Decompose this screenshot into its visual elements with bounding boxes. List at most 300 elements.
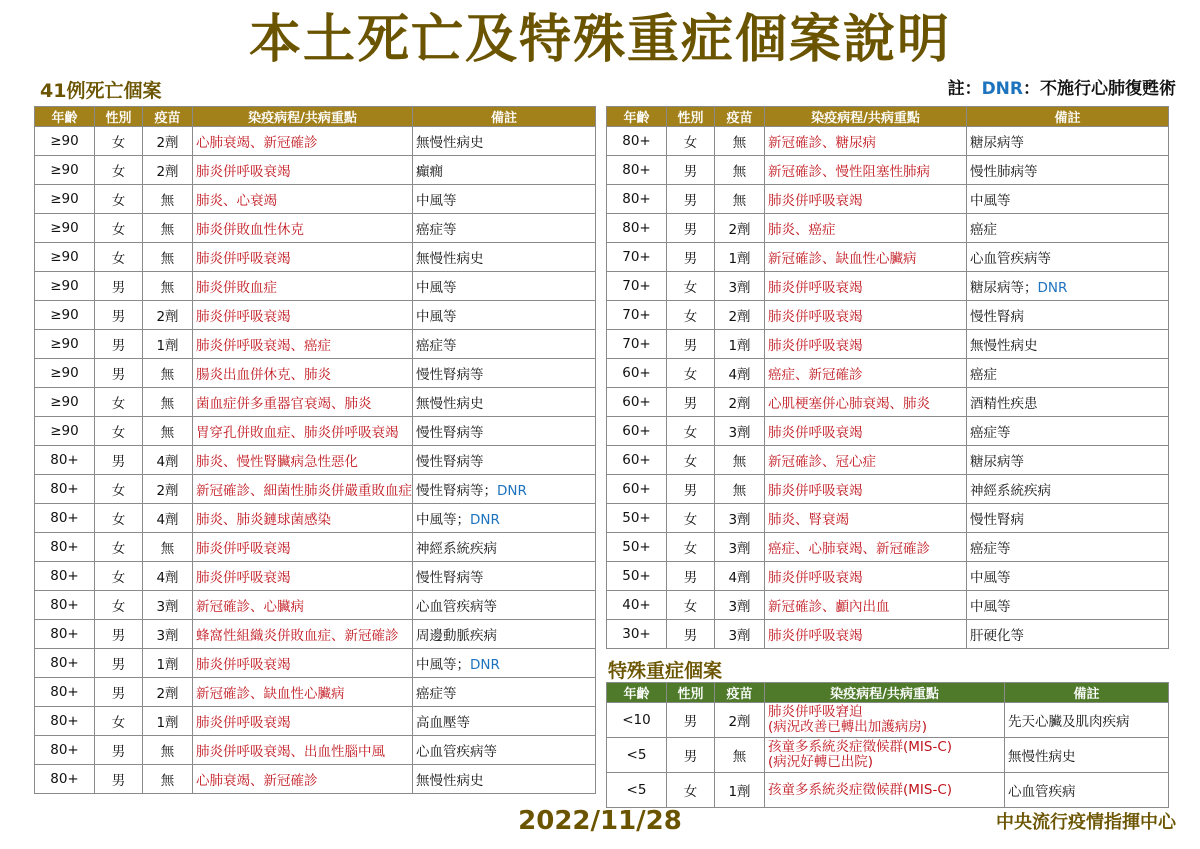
course-cell xyxy=(193,533,413,562)
table-row xyxy=(607,214,1169,243)
sex-cell xyxy=(95,185,143,214)
sex-cell xyxy=(667,773,715,808)
age-cell-text: 80+ xyxy=(50,481,79,497)
sex-cell xyxy=(667,504,715,533)
sex-cell xyxy=(95,678,143,707)
col-remark: 備註 xyxy=(967,107,1169,127)
vaccine-cell xyxy=(143,301,193,330)
remark-cell xyxy=(413,562,596,591)
remark-cell xyxy=(967,417,1169,446)
sex-cell xyxy=(95,562,143,591)
vaccine-cell xyxy=(715,475,765,504)
age-cell-text: <5 xyxy=(626,782,647,798)
vaccine-cell xyxy=(143,272,193,301)
remark-cell-text: 慢性腎病等； xyxy=(416,483,497,499)
vaccine-cell xyxy=(143,417,193,446)
course-cell xyxy=(193,475,413,504)
vaccine-cell-text: 4劑 xyxy=(156,570,179,586)
sex-cell-text: 女 xyxy=(683,280,698,296)
age-cell xyxy=(607,156,667,185)
course-cell xyxy=(193,765,413,794)
remark-cell xyxy=(967,330,1169,359)
table-row xyxy=(35,504,596,533)
remark-cell-text: 心血管疾病等 xyxy=(416,599,497,615)
course-cell-text: 肺炎併呼吸衰竭 xyxy=(196,715,291,731)
age-cell-text: 80+ xyxy=(50,684,79,700)
sex-cell-text: 女 xyxy=(111,251,126,267)
vaccine-cell xyxy=(143,446,193,475)
col-sex: 性別 xyxy=(95,107,143,127)
vaccine-cell-text: 1劑 xyxy=(728,338,751,354)
col-remark: 備註 xyxy=(413,107,596,127)
sex-cell-text: 女 xyxy=(111,483,126,499)
remark-cell-text: 無慢性病史 xyxy=(416,135,484,151)
col-vaccine: 疫苗 xyxy=(143,107,193,127)
course-cell xyxy=(193,301,413,330)
age-cell-text: ≥90 xyxy=(50,336,79,352)
vaccine-cell-text: 4劑 xyxy=(728,367,751,383)
vaccine-cell xyxy=(715,359,765,388)
course-cell xyxy=(193,330,413,359)
sex-cell-text: 女 xyxy=(111,193,126,209)
age-cell xyxy=(607,475,667,504)
sex-cell-text: 女 xyxy=(111,541,126,557)
vaccine-cell-text: 3劑 xyxy=(728,280,751,296)
table-row xyxy=(35,736,596,765)
table-row xyxy=(35,707,596,736)
course-cell xyxy=(765,417,967,446)
remark-cell xyxy=(967,591,1169,620)
sex-cell-text: 女 xyxy=(683,367,698,383)
col-vaccine: 疫苗 xyxy=(715,107,765,127)
age-cell-text: 80+ xyxy=(622,133,651,149)
table-row xyxy=(607,591,1169,620)
table-row xyxy=(35,446,596,475)
vaccine-cell xyxy=(715,185,765,214)
remark-cell xyxy=(413,504,596,533)
age-cell-text: 80+ xyxy=(50,742,79,758)
age-cell-text: 60+ xyxy=(622,394,651,410)
age-cell xyxy=(35,649,95,678)
dnr-badge: DNR xyxy=(470,512,500,528)
course-cell-text: 肺炎併呼吸衰竭 xyxy=(768,628,863,644)
sex-cell xyxy=(667,185,715,214)
sex-cell xyxy=(667,214,715,243)
vaccine-cell xyxy=(143,620,193,649)
course-cell-text: 新冠確診、心臟病 xyxy=(196,599,304,615)
course-cell-text: 肺炎併呼吸衰竭 xyxy=(768,425,863,441)
sex-cell xyxy=(667,272,715,301)
age-cell xyxy=(607,446,667,475)
table-header xyxy=(607,107,1169,127)
vaccine-cell xyxy=(143,156,193,185)
sex-cell xyxy=(667,330,715,359)
sex-cell-text: 男 xyxy=(683,483,698,499)
age-cell xyxy=(35,707,95,736)
vaccine-cell xyxy=(715,703,765,738)
sex-cell xyxy=(667,388,715,417)
age-cell xyxy=(35,533,95,562)
sex-cell-text: 女 xyxy=(111,570,126,586)
course-line-1: 肺炎併呼吸窘迫 xyxy=(768,704,863,720)
remark-cell-text: 心血管疾病等 xyxy=(416,744,497,760)
table-row xyxy=(607,504,1169,533)
remark-cell xyxy=(1005,703,1169,738)
vaccine-cell-text: 4劑 xyxy=(156,454,179,470)
sex-cell xyxy=(667,562,715,591)
age-cell xyxy=(607,703,667,738)
course-cell xyxy=(193,359,413,388)
table-row xyxy=(35,562,596,591)
age-cell xyxy=(35,214,95,243)
age-cell xyxy=(607,185,667,214)
remark-cell xyxy=(967,533,1169,562)
vaccine-cell-text: 2劑 xyxy=(728,396,751,412)
course-cell-text: 新冠確診、冠心症 xyxy=(768,454,876,470)
course-cell xyxy=(765,243,967,272)
table-row xyxy=(35,301,596,330)
remark-cell xyxy=(413,185,596,214)
course-cell xyxy=(765,272,967,301)
age-cell-text: 50+ xyxy=(622,568,651,584)
course-line-2: (病況改善已轉出加護病房) xyxy=(768,719,928,735)
remark-cell xyxy=(967,156,1169,185)
age-cell xyxy=(607,127,667,156)
vaccine-cell xyxy=(715,591,765,620)
course-cell xyxy=(765,301,967,330)
remark-cell xyxy=(413,330,596,359)
remark-cell xyxy=(967,127,1169,156)
sex-cell xyxy=(667,156,715,185)
vaccine-cell-text: 無 xyxy=(160,425,175,441)
remark-cell xyxy=(413,678,596,707)
sex-cell xyxy=(95,765,143,794)
remark-cell-text: 慢性腎病 xyxy=(970,309,1024,325)
table-header xyxy=(607,683,1169,703)
sex-cell-text: 女 xyxy=(111,425,126,441)
remark-cell xyxy=(413,272,596,301)
course-cell-text: 肺炎、慢性腎臟病急性惡化 xyxy=(196,454,358,470)
age-cell xyxy=(35,504,95,533)
vaccine-cell xyxy=(715,504,765,533)
sex-cell-text: 男 xyxy=(111,309,126,325)
sex-cell xyxy=(95,214,143,243)
course-cell-text: 肺炎、心衰竭 xyxy=(196,193,277,209)
vaccine-cell-text: 無 xyxy=(160,193,175,209)
age-cell xyxy=(607,301,667,330)
course-cell xyxy=(193,707,413,736)
death-heading: 41例死亡個案 xyxy=(40,80,162,102)
course-cell-text: 胃穿孔併敗血症、肺炎併呼吸衰竭 xyxy=(196,425,399,441)
table-row xyxy=(35,620,596,649)
vaccine-cell xyxy=(715,620,765,649)
sex-cell-text: 女 xyxy=(111,135,126,151)
vaccine-cell xyxy=(715,446,765,475)
course-cell-text: 肺炎併呼吸衰竭 xyxy=(768,193,863,209)
age-cell xyxy=(35,562,95,591)
table-row xyxy=(35,272,596,301)
course-cell xyxy=(193,214,413,243)
death-table-left xyxy=(34,106,596,794)
sex-cell xyxy=(667,301,715,330)
table-row xyxy=(35,359,596,388)
age-cell-text: 80+ xyxy=(50,771,79,787)
sex-cell-text: 男 xyxy=(111,280,126,296)
table-row xyxy=(35,330,596,359)
col-age: 年齡 xyxy=(35,107,95,127)
sex-cell xyxy=(95,504,143,533)
course-cell-text: 肺炎併呼吸衰竭 xyxy=(768,280,863,296)
sex-cell-text: 男 xyxy=(683,193,698,209)
remark-cell xyxy=(413,388,596,417)
table-row xyxy=(607,272,1169,301)
remark-cell-text: 癌症 xyxy=(970,367,997,383)
vaccine-cell xyxy=(143,504,193,533)
remark-cell xyxy=(967,504,1169,533)
remark-cell-text: 糖尿病等； xyxy=(970,280,1038,296)
age-cell-text: 80+ xyxy=(50,452,79,468)
remark-cell-text: 先天心臟及肌肉疾病 xyxy=(1008,714,1130,730)
table-row xyxy=(607,156,1169,185)
remark-cell xyxy=(413,533,596,562)
table-row xyxy=(35,388,596,417)
remark-cell-text: 慢性腎病等 xyxy=(416,367,484,383)
course-cell xyxy=(765,127,967,156)
vaccine-cell xyxy=(143,214,193,243)
sex-cell-text: 女 xyxy=(683,784,698,800)
age-cell xyxy=(607,591,667,620)
course-cell-text: 肺炎併呼吸衰竭 xyxy=(768,338,863,354)
vaccine-cell-text: 無 xyxy=(732,164,747,180)
age-cell-text: 30+ xyxy=(622,626,651,642)
remark-cell-text: 中風等 xyxy=(416,280,457,296)
sex-cell xyxy=(95,330,143,359)
age-cell-text: 80+ xyxy=(50,597,79,613)
sex-cell-text: 女 xyxy=(111,715,126,731)
sex-cell xyxy=(667,243,715,272)
vaccine-cell-text: 1劑 xyxy=(156,657,179,673)
table-row xyxy=(607,703,1169,738)
vaccine-cell xyxy=(143,533,193,562)
course-cell-text: 心肌梗塞併心肺衰竭、肺炎 xyxy=(768,396,930,412)
age-cell-text: ≥90 xyxy=(50,423,79,439)
col-vaccine: 疫苗 xyxy=(715,683,765,703)
vaccine-cell-text: 2劑 xyxy=(156,135,179,151)
course-cell-text: 新冠確診、缺血性心臟病 xyxy=(196,686,345,702)
course-cell xyxy=(765,156,967,185)
age-cell-text: 80+ xyxy=(50,626,79,642)
remark-cell-text: 慢性腎病等 xyxy=(416,454,484,470)
age-cell-text: ≥90 xyxy=(50,133,79,149)
dnr-badge: DNR xyxy=(470,657,500,673)
dnr-badge: DNR xyxy=(1037,280,1068,296)
vaccine-cell-text: 2劑 xyxy=(156,686,179,702)
age-cell xyxy=(607,773,667,808)
table-row xyxy=(607,243,1169,272)
table-row xyxy=(35,156,596,185)
age-cell xyxy=(35,678,95,707)
col-age: 年齡 xyxy=(607,683,667,703)
remark-cell xyxy=(1005,773,1169,808)
table-row xyxy=(35,765,596,794)
age-cell-text: 70+ xyxy=(622,307,651,323)
remark-cell-text: 癲癇 xyxy=(416,164,443,180)
vaccine-cell xyxy=(715,388,765,417)
course-cell xyxy=(765,475,967,504)
table-row xyxy=(35,533,596,562)
age-cell-text: ≥90 xyxy=(50,394,79,410)
sex-cell-text: 男 xyxy=(683,749,698,765)
note-text: ：不施行心肺復甦術 xyxy=(1023,79,1176,99)
course-cell-text: 新冠確診、糖尿病 xyxy=(768,135,876,151)
vaccine-cell-text: 無 xyxy=(160,367,175,383)
table-row xyxy=(35,678,596,707)
course-cell-text: 癌症、新冠確診 xyxy=(768,367,863,383)
course-cell-text: 肺炎、肺炎鏈球菌感染 xyxy=(196,512,331,528)
sex-cell xyxy=(95,736,143,765)
sex-cell xyxy=(95,620,143,649)
age-cell xyxy=(607,620,667,649)
course-cell xyxy=(765,185,967,214)
course-cell xyxy=(193,388,413,417)
table-row xyxy=(35,214,596,243)
remark-cell-text: 糖尿病等 xyxy=(970,454,1024,470)
age-cell xyxy=(35,185,95,214)
sex-cell xyxy=(95,649,143,678)
sex-cell-text: 男 xyxy=(111,367,126,383)
note-label: 註： xyxy=(947,79,982,99)
age-cell xyxy=(35,620,95,649)
table-row xyxy=(607,330,1169,359)
course-cell xyxy=(193,562,413,591)
table-row xyxy=(35,127,596,156)
table-row xyxy=(607,773,1169,808)
sex-cell-text: 女 xyxy=(683,309,698,325)
vaccine-cell-text: 無 xyxy=(160,280,175,296)
sex-cell xyxy=(667,417,715,446)
sex-cell-text: 男 xyxy=(111,454,126,470)
vaccine-cell xyxy=(715,243,765,272)
remark-cell-text: 中風等； xyxy=(416,512,470,528)
course-cell xyxy=(193,446,413,475)
vaccine-cell xyxy=(715,272,765,301)
age-cell-text: 60+ xyxy=(622,481,651,497)
sex-cell-text: 女 xyxy=(683,454,698,470)
remark-cell-text: 神經系統疾病 xyxy=(416,541,497,557)
remark-cell xyxy=(967,562,1169,591)
vaccine-cell-text: 無 xyxy=(160,396,175,412)
age-cell-text: 60+ xyxy=(622,452,651,468)
sex-cell xyxy=(95,388,143,417)
age-cell xyxy=(35,330,95,359)
sex-cell-text: 女 xyxy=(111,396,126,412)
age-cell-text: 70+ xyxy=(622,336,651,352)
remark-cell xyxy=(413,214,596,243)
age-cell-text: 80+ xyxy=(50,568,79,584)
vaccine-cell xyxy=(143,562,193,591)
vaccine-cell xyxy=(715,738,765,773)
col-sex: 性別 xyxy=(667,683,715,703)
course-cell xyxy=(765,620,967,649)
remark-cell-text: 慢性肺病等 xyxy=(970,164,1038,180)
age-cell-text: ≥90 xyxy=(50,220,79,236)
vaccine-cell-text: 3劑 xyxy=(728,599,751,615)
remark-cell-text: 中風等； xyxy=(416,657,470,673)
remark-cell-text: 無慢性病史 xyxy=(970,338,1038,354)
sex-cell-text: 男 xyxy=(111,657,126,673)
age-cell-text: 70+ xyxy=(622,278,651,294)
remark-cell-text: 無慢性病史 xyxy=(416,251,484,267)
vaccine-cell xyxy=(715,301,765,330)
sex-cell-text: 女 xyxy=(683,541,698,557)
remark-cell-text: 周邊動脈疾病 xyxy=(416,628,497,644)
table-row xyxy=(607,562,1169,591)
remark-cell-text: 慢性腎病等 xyxy=(416,425,484,441)
age-cell-text: 60+ xyxy=(622,423,651,439)
vaccine-cell-text: 2劑 xyxy=(728,714,751,730)
remark-cell xyxy=(967,272,1169,301)
age-cell-text: 60+ xyxy=(622,365,651,381)
vaccine-cell-text: 3劑 xyxy=(156,628,179,644)
course-cell-text: 肺炎併呼吸衰竭 xyxy=(196,657,291,673)
remark-cell xyxy=(967,359,1169,388)
course-cell-text: 肺炎、腎衰竭 xyxy=(768,512,849,528)
remark-cell-text: 中風等 xyxy=(416,309,457,325)
remark-cell-text: 糖尿病等 xyxy=(970,135,1024,151)
sex-cell xyxy=(667,446,715,475)
note-dnr: DNR xyxy=(981,79,1023,99)
sex-cell-text: 男 xyxy=(111,338,126,354)
sex-cell-text: 男 xyxy=(683,628,698,644)
remark-cell-text: 癌症等 xyxy=(970,541,1011,557)
vaccine-cell-text: 無 xyxy=(732,135,747,151)
course-cell xyxy=(193,504,413,533)
sex-cell-text: 男 xyxy=(683,251,698,267)
remark-cell-text: 癌症等 xyxy=(416,338,457,354)
remark-cell-text: 中風等 xyxy=(970,570,1011,586)
table-row xyxy=(607,446,1169,475)
course-cell xyxy=(193,736,413,765)
course-cell xyxy=(765,214,967,243)
sex-cell-text: 男 xyxy=(683,396,698,412)
table-row xyxy=(607,533,1169,562)
sex-cell xyxy=(95,591,143,620)
death-table-right xyxy=(606,106,1169,649)
vaccine-cell-text: 3劑 xyxy=(728,628,751,644)
dnr-badge: DNR xyxy=(497,483,527,499)
vaccine-cell xyxy=(143,649,193,678)
sex-cell-text: 男 xyxy=(111,744,126,760)
remark-cell xyxy=(1005,738,1169,773)
age-cell-text: 50+ xyxy=(622,510,651,526)
sex-cell-text: 男 xyxy=(683,570,698,586)
remark-cell-text: 心血管疾病等 xyxy=(970,251,1051,267)
vaccine-cell xyxy=(143,736,193,765)
course-cell xyxy=(193,678,413,707)
vaccine-cell-text: 無 xyxy=(732,193,747,209)
age-cell xyxy=(607,417,667,446)
remark-cell xyxy=(413,156,596,185)
age-cell-text: <5 xyxy=(626,747,647,763)
age-cell xyxy=(607,388,667,417)
age-cell-text: 70+ xyxy=(622,249,651,265)
age-cell xyxy=(607,359,667,388)
course-cell xyxy=(193,272,413,301)
table-row xyxy=(607,620,1169,649)
col-remark: 備註 xyxy=(1005,683,1169,703)
remark-cell xyxy=(967,185,1169,214)
vaccine-cell-text: 2劑 xyxy=(156,164,179,180)
